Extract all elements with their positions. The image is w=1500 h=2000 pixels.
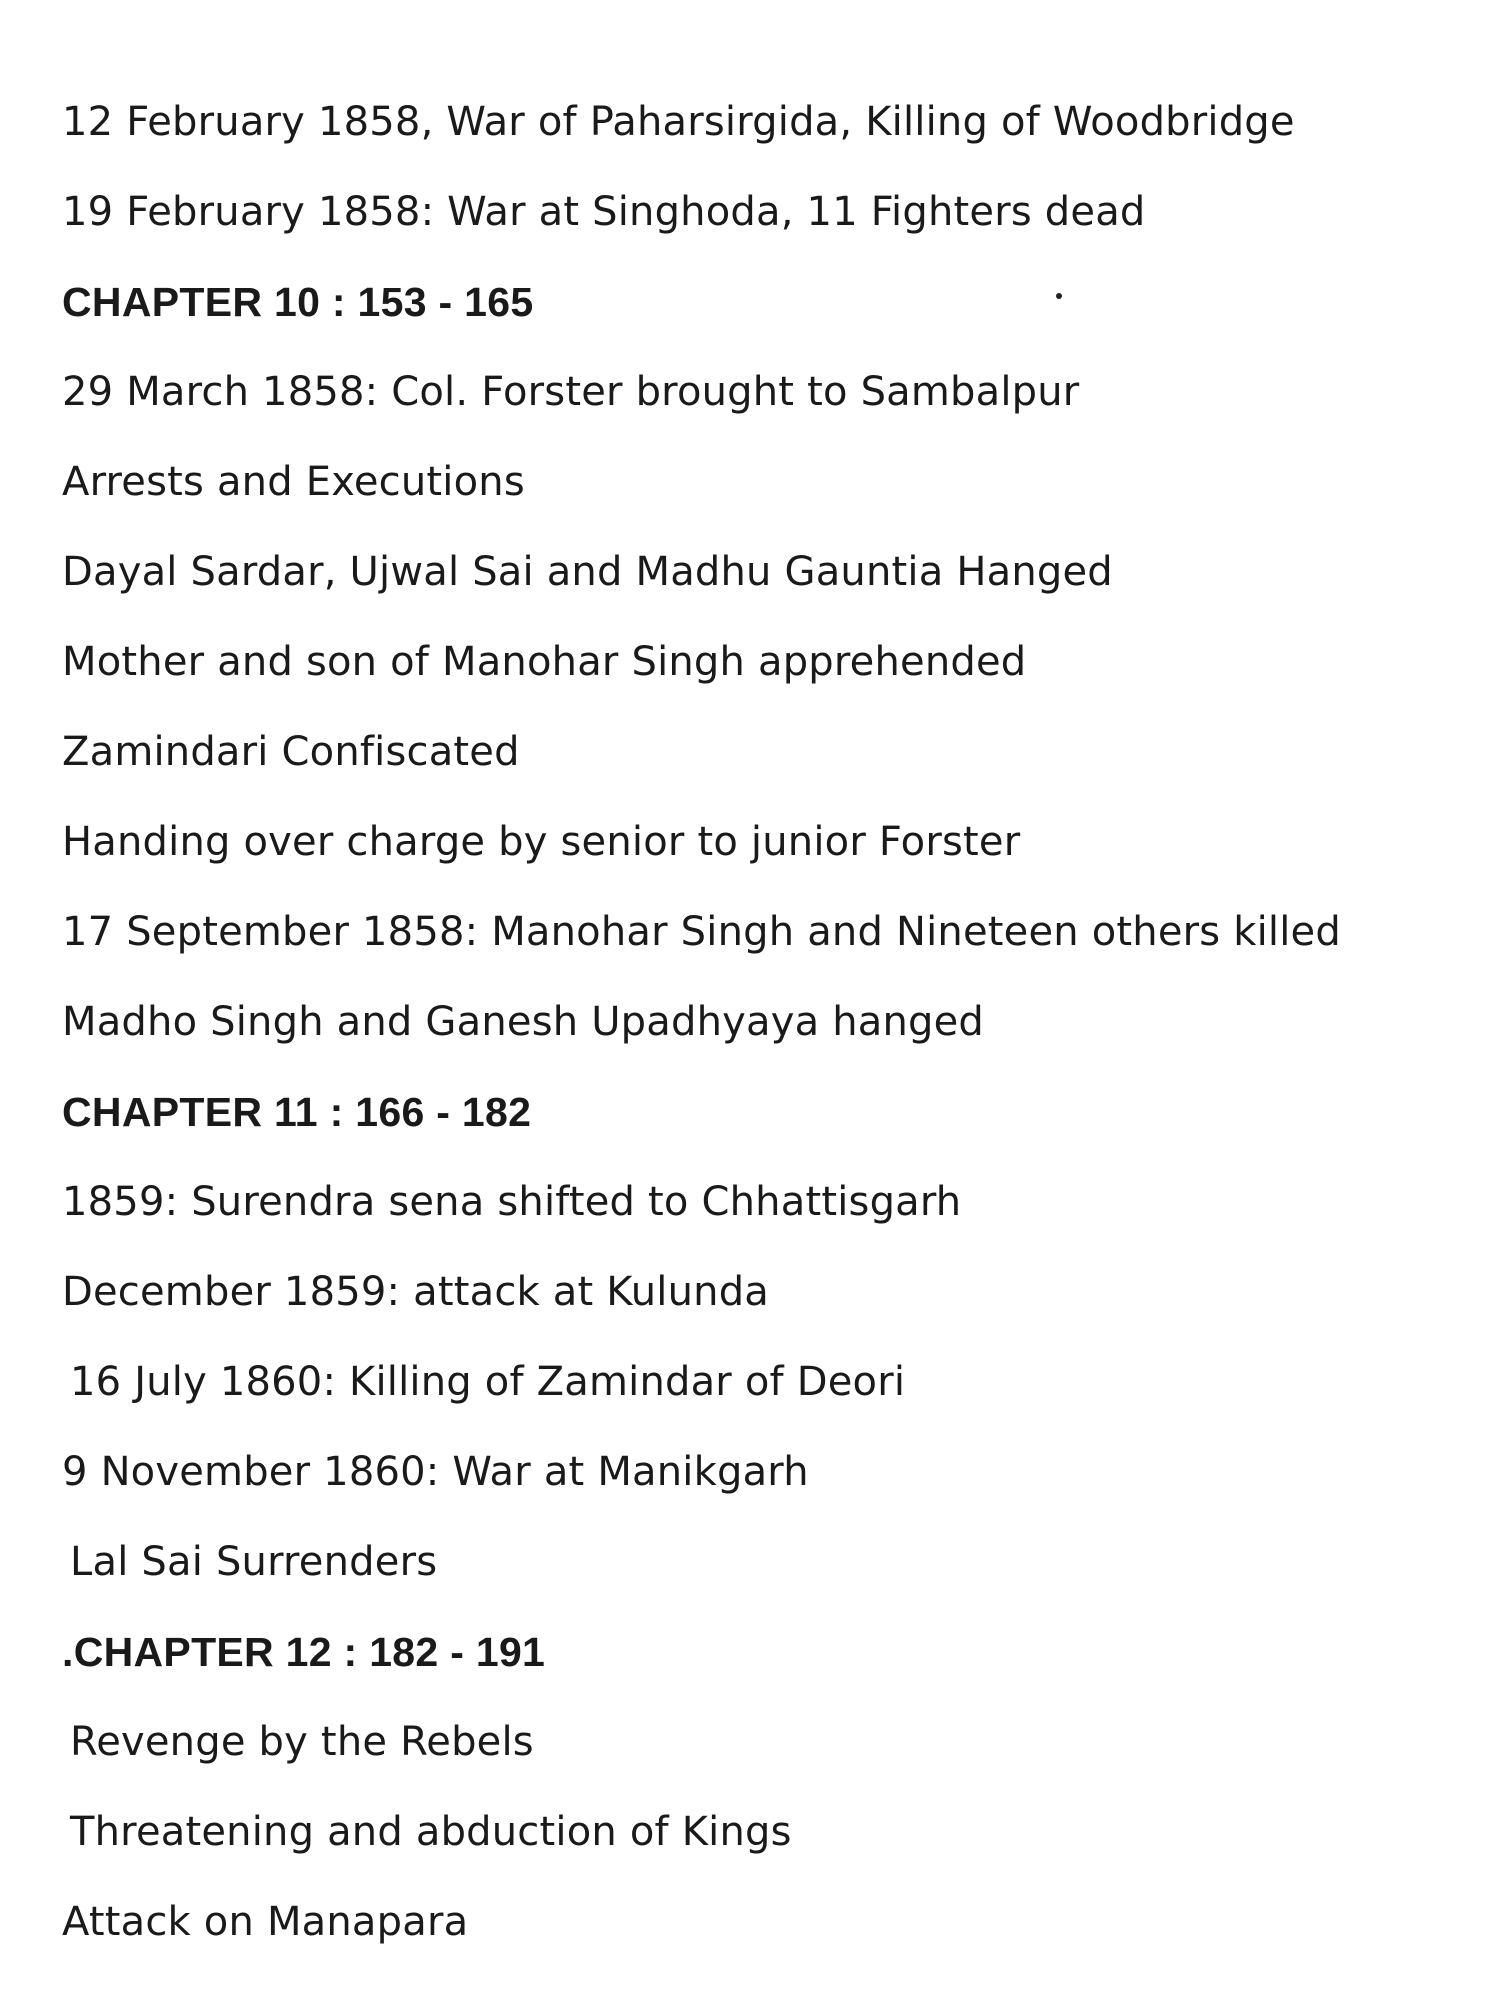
toc-entry-arrests: Arrests and Executions [62, 459, 525, 505]
toc-entry-manohar-mother: Mother and son of Manohar Singh apprehended [62, 639, 1027, 685]
chapter-11-heading: CHAPTER 11 : 166 - 182 [62, 1089, 532, 1135]
toc-entry-col-forster: 29 March 1858: Col. Forster brought to Sambalpur [62, 369, 1080, 415]
toc-entry-surendra-sena: 1859: Surendra sena shifted to Chhattisgarh [62, 1179, 962, 1225]
toc-entry-paharsirgida: 12 February 1858, War of Paharsirgida, Killing of Woodbridge [62, 99, 1295, 145]
toc-entry-zamindari: Zamindari Confiscated [62, 729, 520, 775]
toc-entry-manohar-killed: 17 September 1858: Manohar Singh and Nineteen others killed [62, 909, 1341, 955]
chapter-10-heading: CHAPTER 10 : 153 - 165 [62, 279, 534, 325]
toc-entry-manapara: Attack on Manapara [62, 1899, 469, 1945]
toc-entry-revenge: Revenge by the Rebels [70, 1719, 534, 1765]
toc-entry-lal-sai: Lal Sai Surrenders [70, 1539, 438, 1585]
toc-entry-abduction: Threatening and abduction of Kings [70, 1809, 792, 1855]
toc-entry-manikgarh: 9 November 1860: War at Manikgarh [62, 1449, 809, 1495]
toc-entry-singhoda: 19 February 1858: War at Singhoda, 11 Fighters dead [62, 189, 1146, 235]
toc-entry-deori: 16 July 1860: Killing of Zamindar of Deori [70, 1359, 906, 1405]
toc-entry-handing-over: Handing over charge by senior to junior Forster [62, 819, 1021, 865]
stray-dot-mark [1056, 293, 1062, 299]
toc-entry-madho-singh: Madho Singh and Ganesh Upadhyaya hanged [62, 999, 985, 1045]
chapter-12-heading: .CHAPTER 12 : 182 - 191 [62, 1629, 546, 1675]
toc-entry-kulunda: December 1859: attack at Kulunda [62, 1269, 770, 1315]
toc-entry-dayal-sardar: Dayal Sardar, Ujwal Sai and Madhu Gauntia Hanged [62, 549, 1113, 595]
